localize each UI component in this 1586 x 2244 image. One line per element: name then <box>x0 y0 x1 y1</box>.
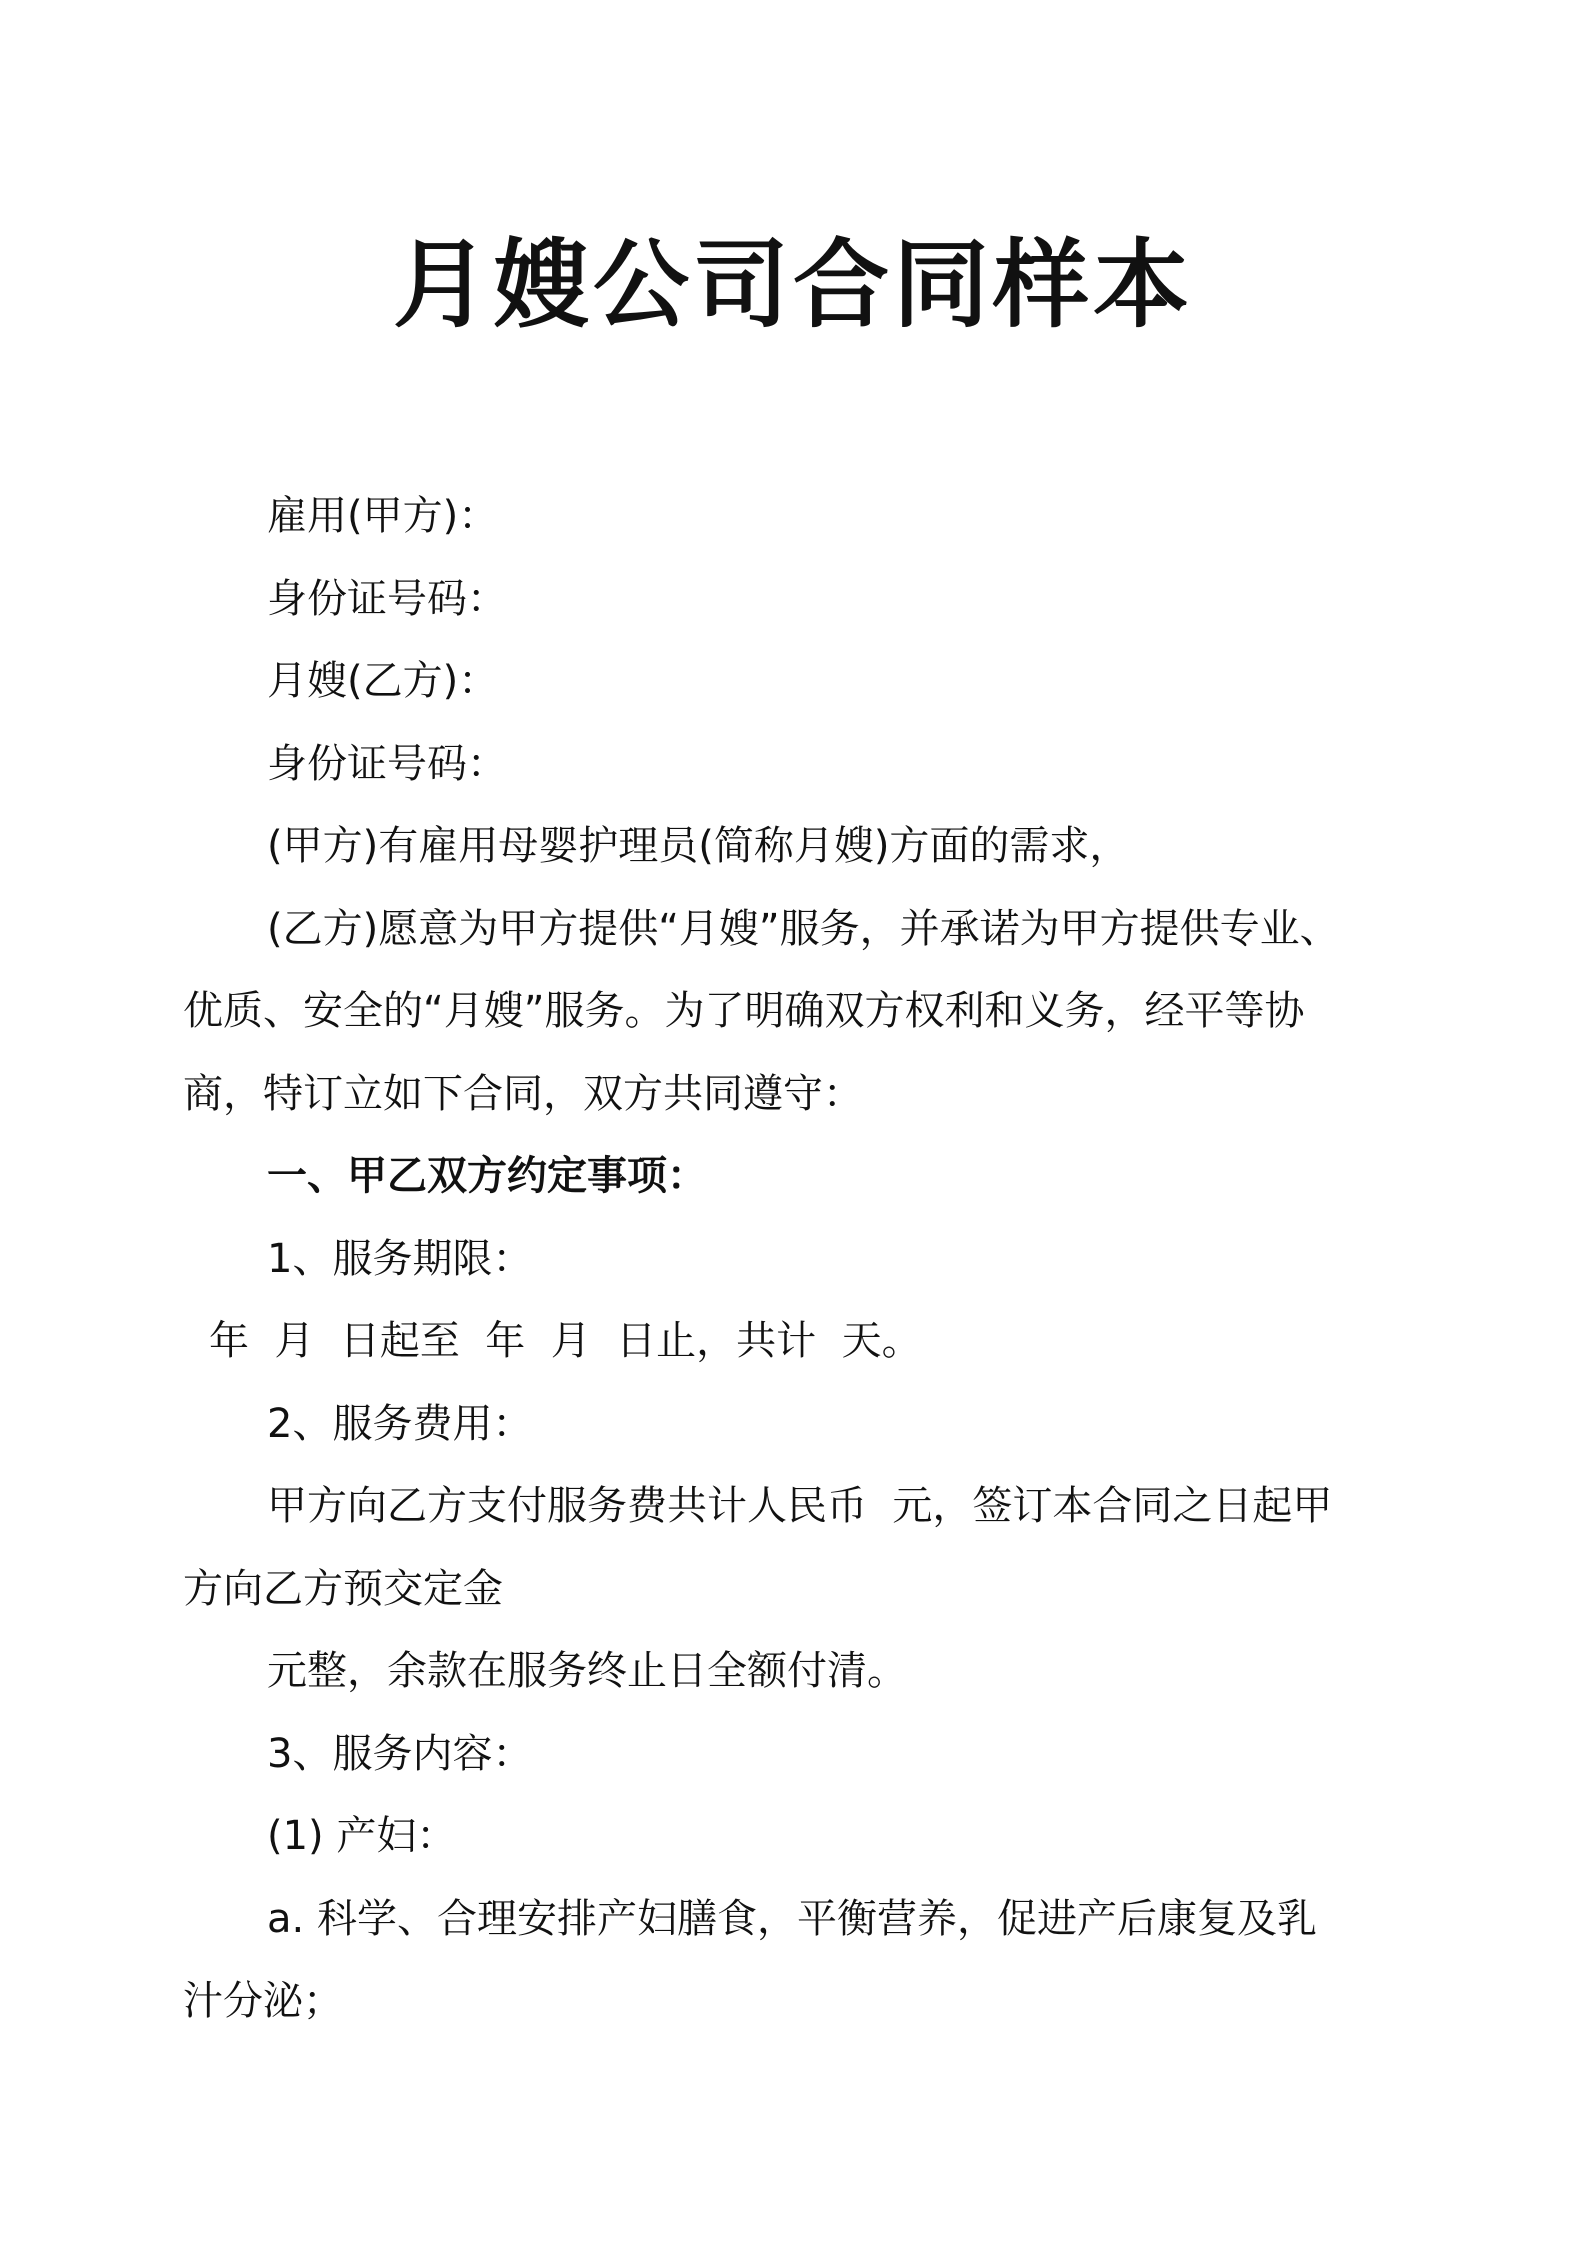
promise-paragraph-line-3: 商，特订立如下合同，双方共同遵守： <box>183 1070 863 1117</box>
service-period-dates: 年 月 日起至 年 月 日止，共计 天。 <box>209 1318 922 1364</box>
nanny-line: 月嫂(乙方)： <box>267 658 499 704</box>
demand-paragraph: (甲方)有雇用母婴护理员(简称月嫂)方面的需求， <box>267 823 1130 869</box>
item-service-period: 1、服务期限： <box>267 1235 533 1282</box>
item-service-fee: 2、服务费用： <box>267 1400 533 1447</box>
section-heading-1: 一、甲乙双方约定事项： <box>267 1153 707 1199</box>
fee-paragraph-line-1: 甲方向乙方支付服务费共计人民币 元，签订本合同之日起甲 <box>267 1483 1333 1529</box>
item-service-content: 3、服务内容： <box>267 1730 533 1777</box>
document-title: 月嫂公司合同样本 <box>393 229 1193 341</box>
fee-paragraph-line-2: 方向乙方预交定金 <box>183 1565 503 1612</box>
document-body <box>183 475 1433 2043</box>
fee-paragraph-line-3: 元整，余款在服务终止日全额付清。 <box>267 1648 907 1694</box>
sub-item-a-line-1: a. 科学、合理安排产妇膳食，平衡营养，促进产后康复及乳 <box>267 1895 1317 1942</box>
employer-line: 雇用(甲方)： <box>267 493 499 539</box>
sub-item-mother: (1) 产妇： <box>267 1813 457 1859</box>
promise-paragraph-line-2: 优质、安全的“月嫂”服务。为了明确双方权利和义务，经平等协 <box>183 988 1305 1034</box>
sub-item-a-line-2: 汁分泌； <box>183 1978 343 2024</box>
employer-id-line: 身份证号码： <box>267 575 507 622</box>
nanny-id-line: 身份证号码： <box>267 740 507 787</box>
promise-paragraph-line-1: (乙方)愿意为甲方提供“月嫂”服务，并承诺为甲方提供专业、 <box>267 905 1340 952</box>
